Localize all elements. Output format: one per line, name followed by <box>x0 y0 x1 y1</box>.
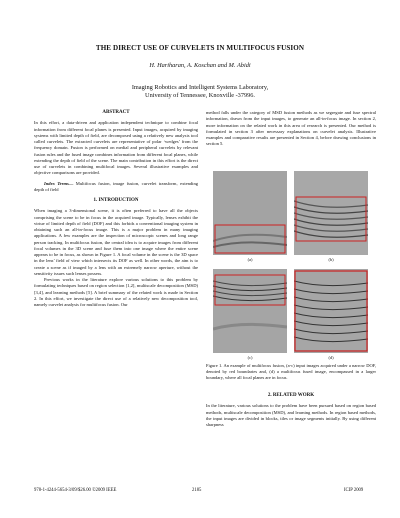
figure-label-b: (b) <box>328 257 334 262</box>
introduction-paragraph-2: Previous works in the literature explore various solutions to this problem by formulating techniques based on region selection [1,2], multiscale decomposition (MSD) [3,4], and learning methods [5]. A brief summary of the related work is made in Section 2. In this effort, we investigate the direct use of a relatively new decomposition tool, namely curvelet analysis for multifocus fusion. Our <box>34 277 198 307</box>
affiliation-line-1: Imaging Robotics and Intelligent Systems Laboratory, <box>131 84 269 91</box>
figure-label-c: (c) <box>247 355 253 360</box>
paper-authors: H. Hariharan, A. Koschan and M. Abidi <box>149 62 251 69</box>
introduction-heading: 1. INTRODUCTION <box>93 198 139 203</box>
figure-panel-a <box>213 171 287 255</box>
affiliation-line-2: University of Tennessee, Knoxville -37996. <box>145 92 255 99</box>
related-work-text: In the literature, various solutions to the problem have been pursued based on region based methods, multiscale decomposition (MSD), and learning methods. In region based methods, the input images are divided in blocks, tiles or image segments initially. By using different sharpness <box>206 403 376 427</box>
figure-panel-b <box>294 171 368 255</box>
figure-1 <box>210 171 372 362</box>
figure-panel-d <box>294 269 368 353</box>
right-column-bottom <box>206 393 376 428</box>
figure-panel-c <box>213 269 287 353</box>
footer-venue: ICIP 2009 <box>344 488 364 493</box>
index-terms <box>34 181 198 194</box>
figure-label-d: (d) <box>328 355 334 360</box>
index-terms-text: Multifocus fusion, image fusion, curvelet transform, extending depth of field <box>34 180 198 192</box>
figure-label-a: (a) <box>247 257 253 262</box>
right-column-intro-text: method falls under the category of MSD fusion methods as we segregate and fuse spectral information, drawn from the input images, to generate an all-in-focus image. In section 2, more information on the related work in this area of research is presented. Our method is formulated in section 3 after necessary explanations on curvelet analysis. Illustrative examples and comparative results are presented in Section 4, before drawing conclusions in section 5. <box>206 110 376 147</box>
index-terms-label: Index Terms— <box>44 180 74 186</box>
abstract-text: In this effort, a data-driven and application independent technique to combine focal information from different focal planes is presented. Input images, acquired by imaging systems with limited depth of field, are decomposed using a relatively new analysis tool called curvelets. The extracted curvelets are representative of polar ‘wedges’ from the frequency domain. Fusion is performed on medial and peripheral curvelets by relevant fusion rules and the fused image combines information from different focal planes, while extending the depth of field of the scene. The main contribution in this effort is the direct use of curvelets in combining multifocal images. Several illustrative examples and objective comparisons are provided. <box>34 120 198 176</box>
footer-copyright: 978-1-4244-5654-3/09/$26.00 ©2009 IEEE <box>34 488 117 493</box>
left-column <box>34 110 198 308</box>
abstract-heading: ABSTRACT <box>102 110 130 115</box>
right-column-top <box>206 110 376 148</box>
footer-page-number: 2185 <box>192 488 202 493</box>
paper-title: THE DIRECT USE OF CURVELETS IN MULTIFOCUS FUSION <box>95 44 305 52</box>
figure-1-caption: Figure 1. An example of multifocus fusion, (a-c) input images acquired under a narrow DOF, denoted by red boundaries and, (d) a multifocus fused image, encompassed in a larger boundary, where all focal planes are in focus. <box>206 363 376 380</box>
related-work-heading: 2. RELATED WORK <box>267 393 315 398</box>
introduction-paragraph-1: When imaging a 3-dimensional scene, it is often preferred to have all the objects comprising the scene to be in focus in the acquired image. Typically, lenses exhibit the virtue of limited depth of field (DOF) and this forbids a conventional imaging system in obtaining such an all-in-focus image. This is a major problem in many imaging applications. A few examples are the inspection of microscopic scenes and long range person tracking. In multifocus fusion, the central idea is to acquire images from different focal volumes in the 3D scene and fuse them into one image where the entire scene appears to be in focus, as shown in Figure 1. A focal volume in the scene is the 3D space in the lens’ field of view which intersects its DOF as well. In other words, the aim is to create a scene as if imaged by a lens with an extremely narrow aperture, without the sensitivity issues such lenses possess. <box>34 208 198 276</box>
